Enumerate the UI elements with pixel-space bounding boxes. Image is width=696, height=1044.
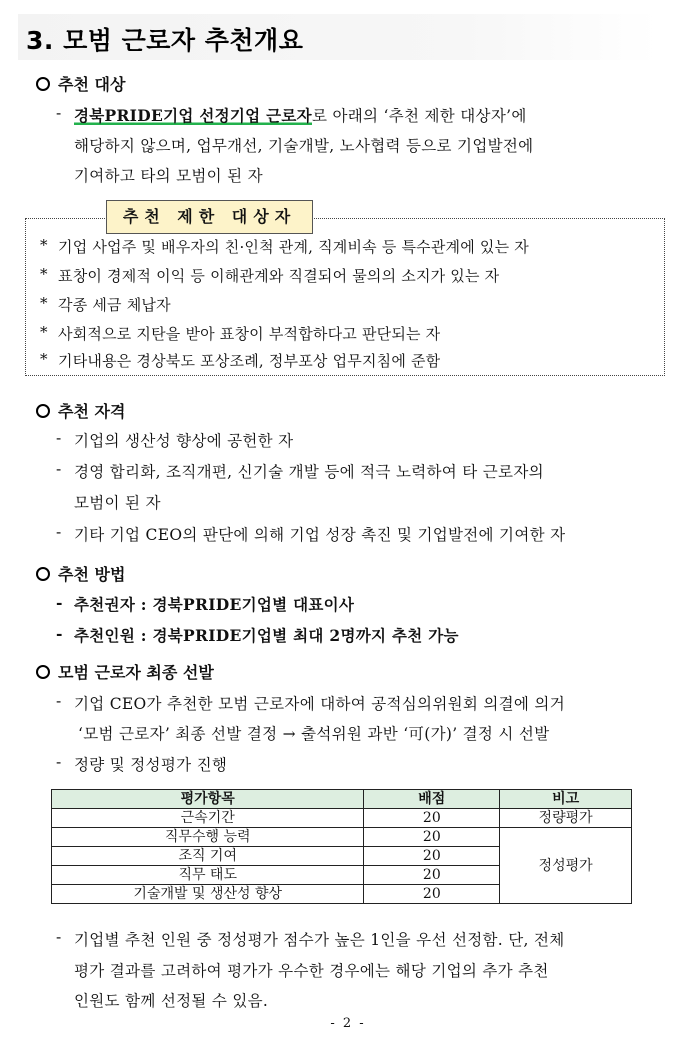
- header-eval-item: 평가항목: [52, 790, 364, 809]
- cell-item: 근속기간: [52, 809, 364, 828]
- header-score: 배점: [364, 790, 500, 809]
- section-heading-text: 모범 근로자 최종 선발: [58, 663, 214, 682]
- cell-score: 20: [364, 885, 500, 904]
- selection-item-2: 정량 및 정성평가 진행: [74, 756, 228, 774]
- star-marker: *: [40, 323, 48, 341]
- cell-item: 조직 기여: [52, 847, 364, 866]
- circle-bullet-icon: [36, 77, 50, 91]
- dash-marker: -: [56, 593, 63, 612]
- restriction-item-2: 표창이 경제적 이익 등 이해관계와 직결되어 물의의 소지가 있는 자: [58, 267, 500, 285]
- dash-marker: -: [56, 523, 62, 541]
- circle-bullet-icon: [36, 665, 50, 679]
- section-heading-text: 추천 방법: [58, 565, 126, 584]
- section-heading-selection: [36, 660, 214, 683]
- circle-bullet-icon: [36, 404, 50, 418]
- section-heading-method: [36, 562, 125, 585]
- star-marker: *: [40, 236, 48, 254]
- section-heading-text: 추천 자격: [58, 402, 126, 421]
- dash-marker: -: [56, 624, 63, 643]
- selection-note-c: 인원도 함께 선정될 수 있음.: [74, 992, 269, 1010]
- cell-note-qual: 정성평가: [500, 828, 632, 904]
- dash-marker: -: [56, 753, 62, 771]
- restriction-item-3: 각종 세금 체납자: [58, 296, 171, 314]
- restriction-item-1: 기업 사업주 및 배우자의 친·인척 관계, 직계비속 등 특수관계에 있는 자: [58, 238, 529, 256]
- selection-note-a: 기업별 추천 인원 중 정성평가 점수가 높은 1인을 우선 선정함. 단, 전체: [74, 931, 565, 949]
- selection-item-1a: 기업 CEO가 추천한 모범 근로자에 대하여 공적심의위원회 의결에 의거: [74, 695, 565, 713]
- qualification-item-2a: 경영 합리화, 조직개편, 신기술 개발 등에 적극 노력하여 타 근로자의: [74, 463, 544, 481]
- section-heading-qualification: [36, 399, 125, 422]
- cell-score: 20: [364, 809, 500, 828]
- selection-note-b: 평가 결과를 고려하여 평가가 우수한 경우에는 해당 기업의 추가 추천: [74, 962, 549, 980]
- table-row: [52, 828, 632, 847]
- title-bar: [18, 14, 658, 60]
- star-marker: *: [40, 294, 48, 312]
- restriction-item-5: 기타내용은 경상북도 포상조례, 정부포상 업무지침에 준함: [58, 352, 441, 370]
- dash-marker: -: [56, 429, 62, 447]
- restriction-item-4: 사회적으로 지탄을 받아 표창이 부적합하다고 판단되는 자: [58, 325, 441, 343]
- section-heading-target: [36, 72, 125, 95]
- method-item-2: 추천인원 : 경북PRIDE기업별 최대 2명까지 추천 가능: [74, 626, 459, 645]
- dash-marker: -: [56, 460, 62, 478]
- restriction-label: 추천 제한 대상자: [106, 200, 313, 234]
- dash-marker: -: [56, 692, 62, 710]
- cell-score: 20: [364, 847, 500, 866]
- star-marker: *: [40, 350, 48, 368]
- star-marker: *: [40, 265, 48, 283]
- cell-note-quant: 정량평가: [500, 809, 632, 828]
- qualification-item-3: 기타 기업 CEO의 판단에 의해 기업 성장 촉진 및 기업발전에 기여한 자: [74, 526, 566, 544]
- table-header-row: [52, 790, 632, 809]
- circle-bullet-icon: [36, 567, 50, 581]
- cell-item: 직무수행 능력: [52, 828, 364, 847]
- table-row: [52, 809, 632, 828]
- cell-item: 기술개발 및 생산성 향상: [52, 885, 364, 904]
- cell-score: 20: [364, 866, 500, 885]
- target-line-1: [74, 104, 527, 126]
- cell-item: 직무 태도: [52, 866, 364, 885]
- target-line-1-rest: 로 아래의 ‘추천 제한 대상자’에: [311, 107, 527, 125]
- page-title: 3. 모범 근로자 추천개요: [26, 26, 304, 55]
- qualification-item-2b: 모범이 된 자: [74, 494, 161, 512]
- dash-marker: -: [56, 928, 62, 946]
- evaluation-table: [51, 789, 632, 904]
- target-line-3: 기여하고 타의 모범이 된 자: [74, 167, 263, 185]
- header-note: 비고: [500, 790, 632, 809]
- selection-item-1b: ‘모범 근로자’ 최종 선발 결정 → 출석위원 과반 ‘可(가)’ 결정 시 선발: [78, 725, 550, 743]
- cell-score: 20: [364, 828, 500, 847]
- section-heading-text: 추천 대상: [58, 75, 126, 94]
- dash-marker: -: [56, 104, 62, 122]
- method-item-1: 추천권자 : 경북PRIDE기업별 대표이사: [74, 595, 355, 614]
- target-line-2: 해당하지 않으며, 업무개선, 기술개발, 노사협력 등으로 기업발전에: [74, 137, 534, 155]
- page-number: - 2 -: [330, 1016, 366, 1031]
- qualification-item-1: 기업의 생산성 향상에 공헌한 자: [74, 432, 294, 450]
- pride-worker-highlight: 경북PRIDE기업 선정기업 근로자: [74, 106, 312, 125]
